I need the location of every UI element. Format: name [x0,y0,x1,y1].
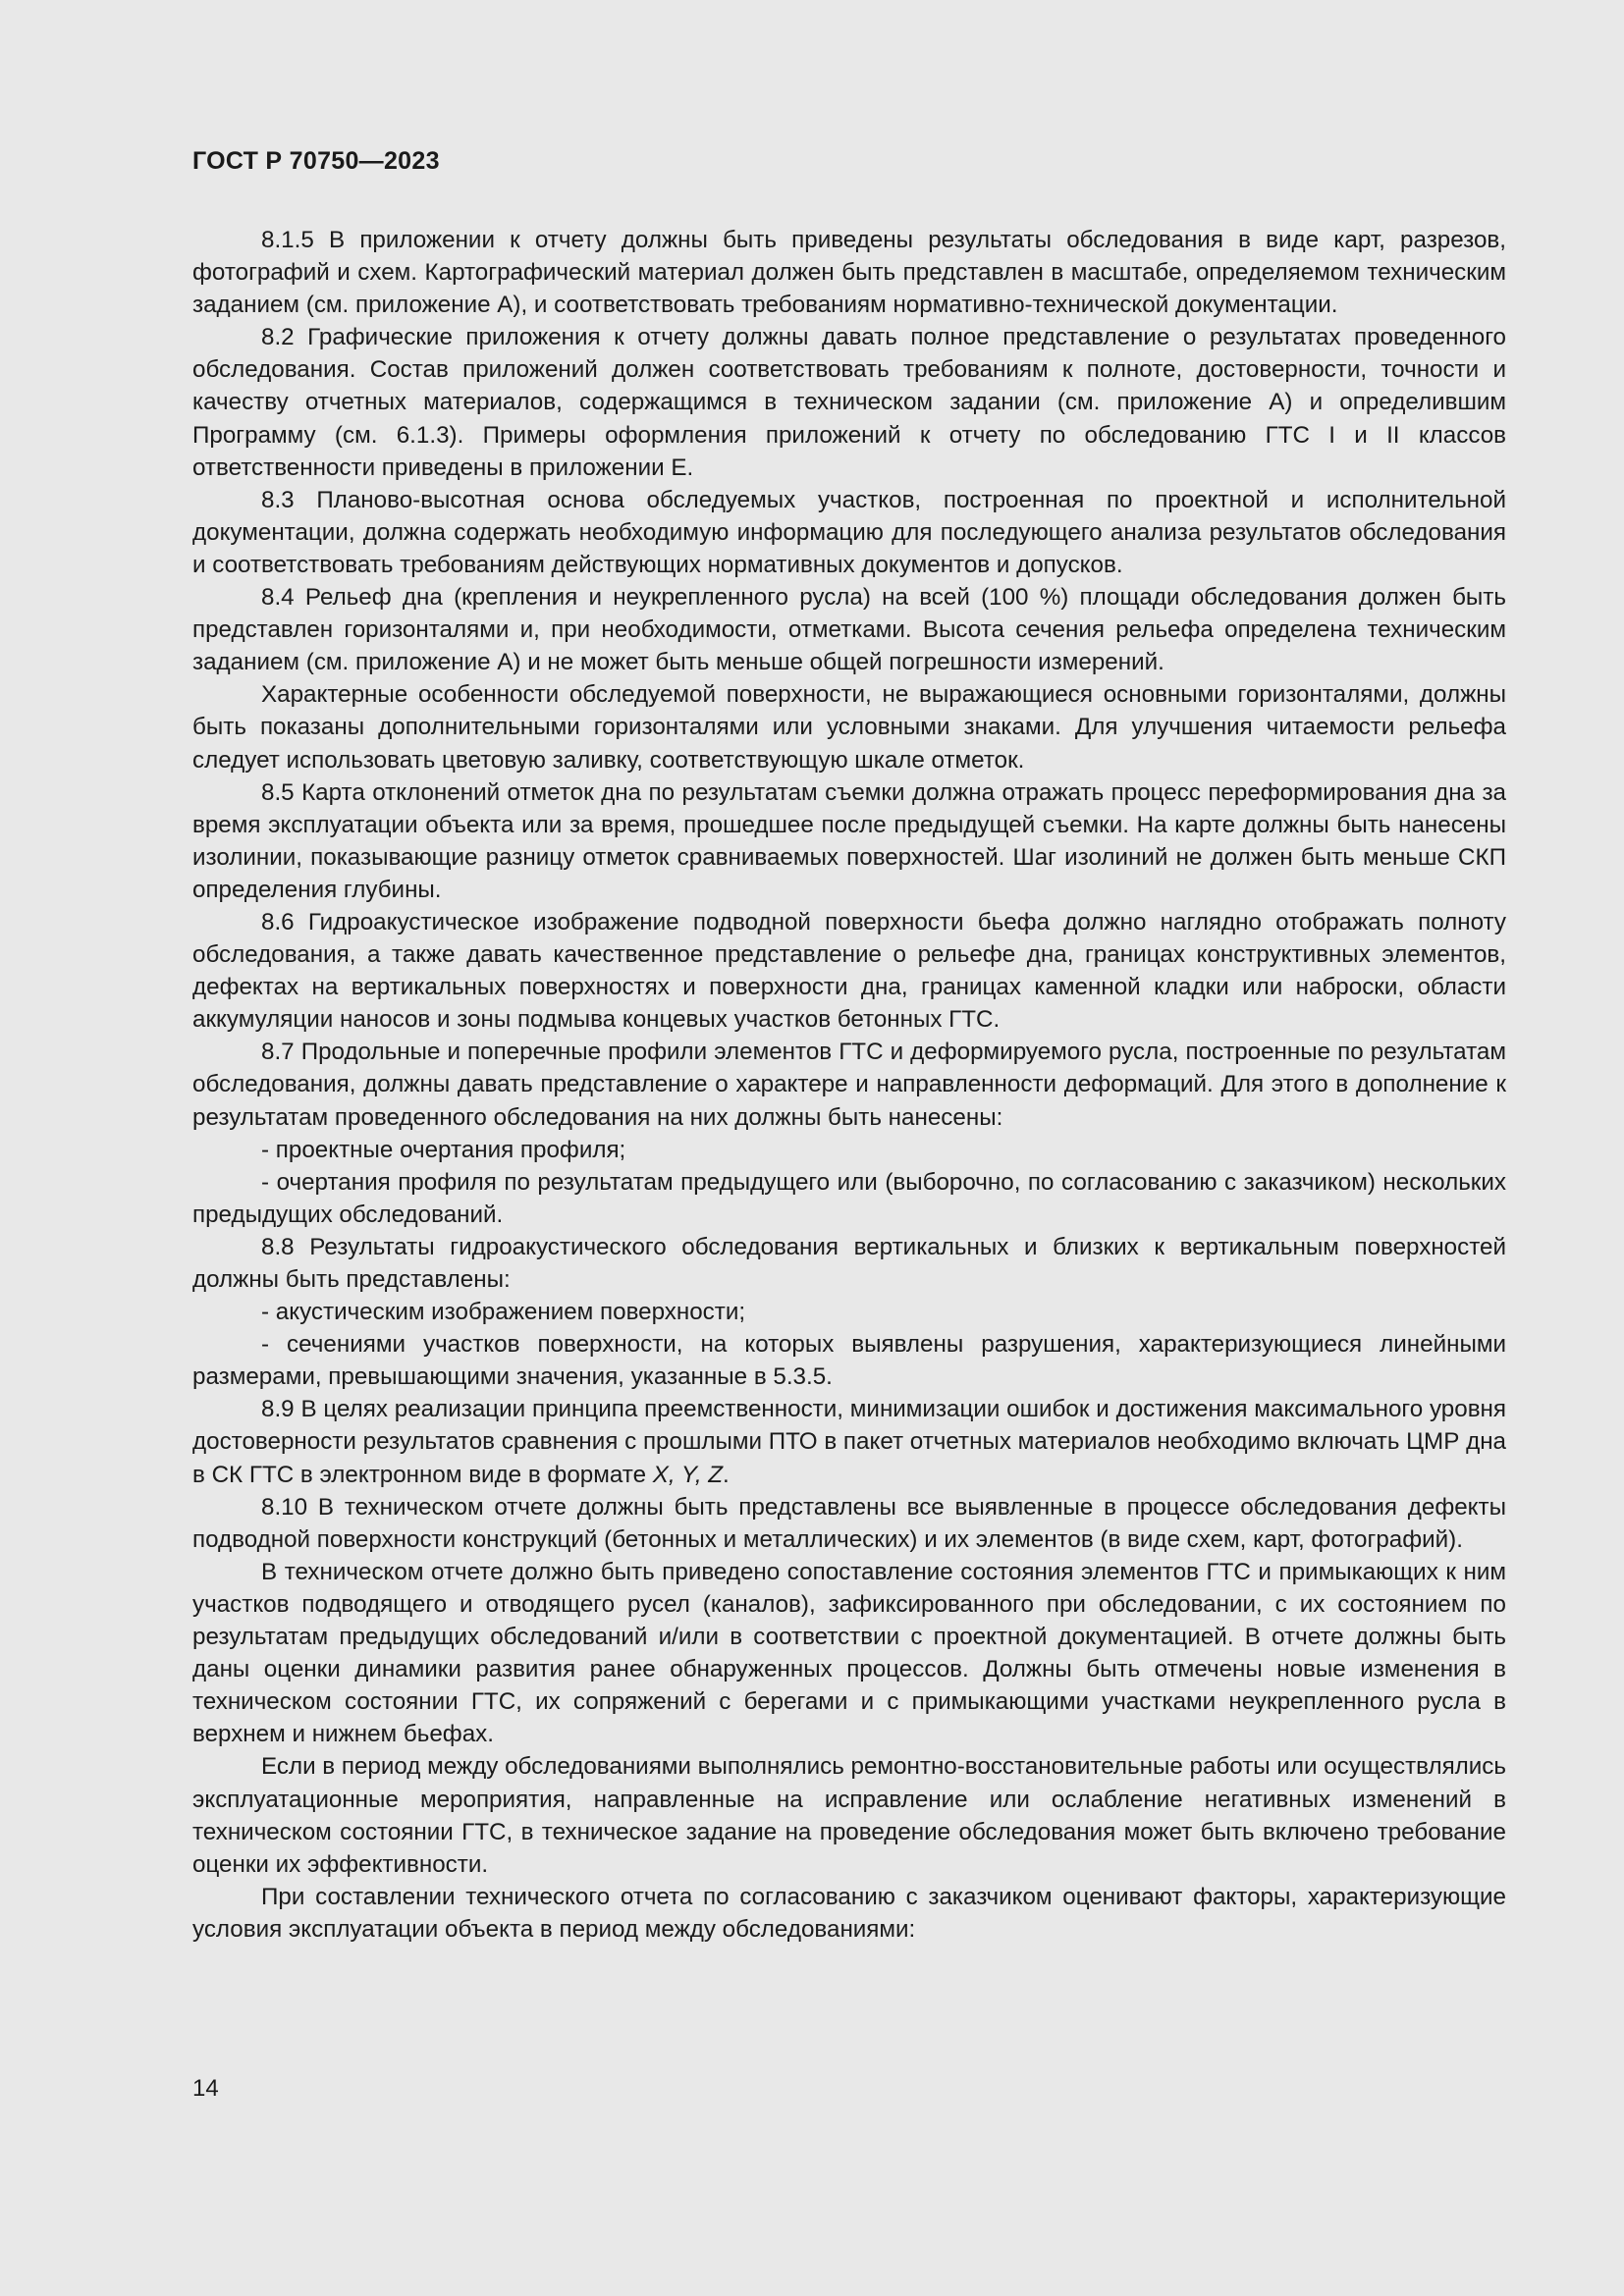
list-item-acoustic-image: - акустическим изображением поверхности; [261,1299,746,1326]
paragraph-8-10: 8.10 В техническом отчете должны быть представлены все выявленные в процессе обследования дефекты подводной поверхности конструкций (бетонных и металлических) и их элементов (в виде схем, карт, фотографий). [192,1493,1506,1553]
document-standard-code: ГОСТ Р 70750—2023 [192,147,440,175]
list-item-previous-profile: - очертания профиля по результатам предыдущего или (выборочно, по согласованию с заказчиком) нескольких предыдущих обследований. [192,1168,1506,1228]
format-end: . [723,1461,730,1488]
paragraph-8-10-factors: При составлении технического отчета по согласованию с заказчиком оценивают факторы, характеризующие условия эксплуатации объекта в период между обследованиями: [192,1883,1506,1943]
paragraph-8-6: 8.6 Гидроакустическое изображение подводной поверхности бьефа должно наглядно отображать полноту обследования, а также давать качественное представление о рельефе дна, границах конструктивных элементов, дефектах на вертикальных поверхностях и поверхности дна, границах каменной кладки или наброски, области аккумуляции наносов и зоны подмыва концевых участков бетонных ГТС. [192,908,1506,1034]
paragraph-8-2: 8.2 Графические приложения к отчету должны давать полное представление о результатах проведенного обследования. Состав приложений должен соответствовать требованиям к полноте, достоверности, точности и качеству отчетных материалов, содержащимся в техническом задании (см. приложение А) и определившим Программу (см. 6.1.3). Примеры оформления приложений к отчету по обследованию ГТС I и II классов ответственности приведены в приложении Е. [192,324,1506,481]
paragraph-8-9-text: 8.9 В целях реализации принципа преемственности, минимизации ошибок и достижения максимального уровня достоверности результатов сравнения с прошлыми ПТО в пакет отчетных материалов необходимо включать ЦМР дна в СК ГТС в электронном виде в формате [192,1396,1506,1488]
list-item-surface-sections: - сечениями участков поверхности, на которых выявлены разрушения, характеризующиеся линейными размерами, превышающими значения, указанные в 5.3.5. [192,1331,1506,1391]
paragraph-8-4: 8.4 Рельеф дна (крепления и неукрепленного русла) на всей (100 %) площади обследования должен быть представлен горизонталями и, при необходимости, отметками. Высота сечения рельефа определена техническим заданием (см. приложение А) и не может быть меньше общей погрешности измерений. [192,584,1506,676]
format-xyz: X, Y, Z [652,1461,724,1488]
paragraph-8-9 [192,1393,1506,1490]
list-item-design-profile: - проектные очертания профиля; [261,1136,626,1163]
paragraph-8-10-comparison: В техническом отчете должно быть приведено сопоставление состояния элементов ГТС и примыкающих к ним участков подводящего и отводящего русел (каналов), зафиксированного при обследовании, с их состоянием по результатам предыдущих обследований и/или в соответствии с проектной документацией. В отчете должны быть даны оценки динамики развития ранее обнаруженных процессов. Должны быть отмечены новые изменения в техническом состоянии ГТС, их сопряжений с берегами и с примыкающими участками неукрепленного русла в верхнем и нижнем бьефах. [192,1558,1506,1748]
paragraph-8-7: 8.7 Продольные и поперечные профили элементов ГТС и деформируемого русла, построенные по результатам обследования, должны давать представление о характере и направленности деформаций. Для этого в дополнение к результатам проведенного обследования на них должны быть нанесены: [192,1039,1506,1131]
paragraph-8-1-5: 8.1.5 В приложении к отчету должны быть приведены результаты обследования в виде карт, разрезов, фотографий и схем. Картографический материал должен быть представлен в масштабе, определяемом техническим заданием (см. приложение А), и соответствовать требованиям нормативно-технической документации. [192,227,1506,319]
paragraph-8-4-relief-features: Характерные особенности обследуемой поверхности, не выражающиеся основными горизонталями, должны быть показаны дополнительными горизонталями или условными знаками. Для улучшения читаемости рельефа следует использовать цветовую заливку, соответствующую шкале отметок. [192,681,1506,774]
page-number: 14 [192,2075,219,2102]
paragraph-8-8: 8.8 Результаты гидроакустического обследования вертикальных и близких к вертикальным поверхностей должны быть представлены: [192,1233,1506,1293]
document-body [192,224,1506,1946]
paragraph-8-5: 8.5 Карта отклонений отметок дна по результатам съемки должна отражать процесс переформирования дна за время эксплуатации объекта или за время, прошедшее после предыдущей съемки. На карте должны быть нанесены изолинии, показывающие разницу отметок сравниваемых поверхностей. Шаг изолиний не должен быть меньше СКП определения глубины. [192,778,1506,903]
paragraph-8-10-repair-works: Если в период между обследованиями выполнялись ремонтно-восстановительные работы или осуществлялись эксплуатационные мероприятия, направленные на исправление или ослабление негативных изменений в техническом состоянии ГТС, в техническое задание на проведение обследования может быть включено требование оценки их эффективности. [192,1753,1506,1878]
paragraph-8-3: 8.3 Планово-высотная основа обследуемых участков, построенная по проектной и исполнительной документации, должна содержать необходимую информацию для последующего анализа результатов обследования и соответствовать требованиям действующих нормативных документов и допусков. [192,486,1506,578]
